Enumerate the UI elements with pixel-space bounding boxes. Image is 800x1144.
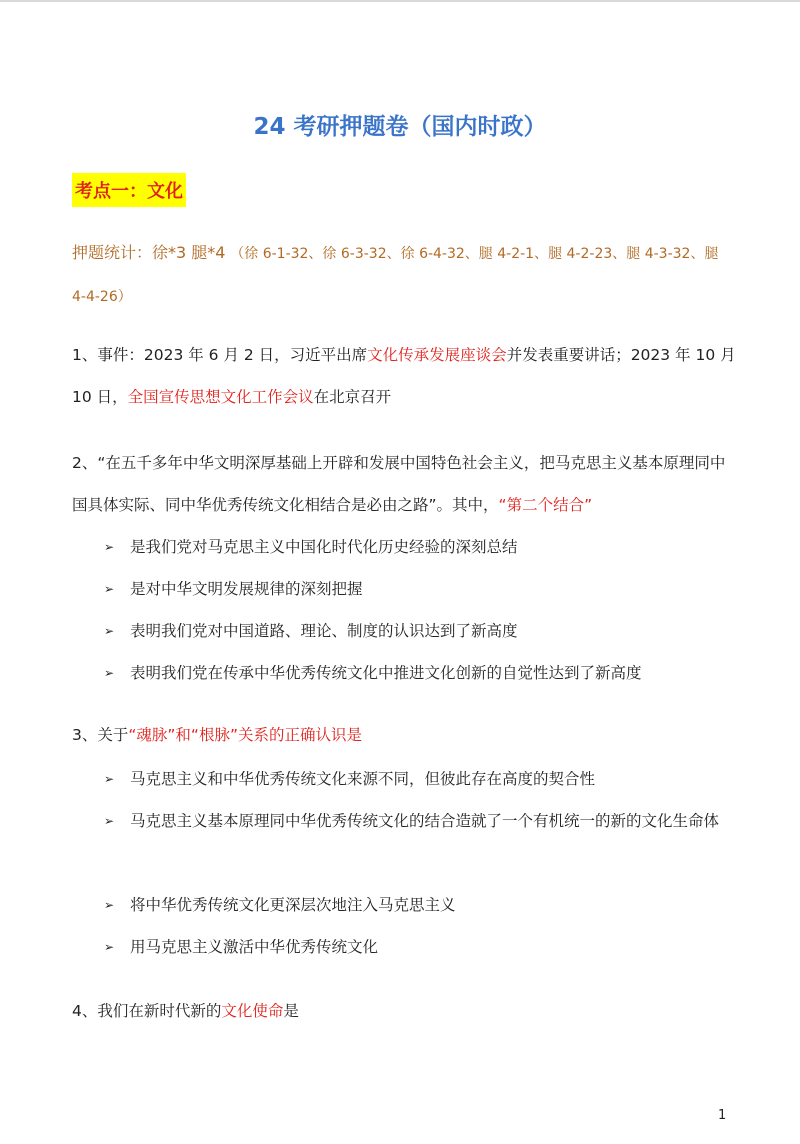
item-1 [72,334,736,418]
arrow-bullet-icon: ➢ [104,540,115,554]
list-item [104,926,736,968]
list-item [104,884,736,926]
list-item [104,610,736,652]
arrow-bullet-icon: ➢ [104,666,115,680]
list-item-text: 将中华优秀传统文化更深层次地注入马克思主义 [130,896,456,914]
item-4-prefix: 4、我们在新时代新的 [72,1002,222,1020]
item-1-suffix: 在北京召开 [313,388,392,406]
item-3-highlight: “魂脉”和“根脉”关系的正确认识是 [128,726,362,744]
item-1-event-1: 文化传承发展座谈会 [367,346,507,364]
stats-detail: （徐 6-1-32、徐 6-3-32、徐 6-4-32、腿 4-2-1、腿 4-2-23、腿 4-3-32、腿 4-4-26） [72,246,719,305]
document-title: 24 考研押题卷（国内时政） [253,114,547,140]
list-item-text: 表明我们党对中国道路、理论、制度的认识达到了新高度 [130,622,518,640]
arrow-bullet-icon: ➢ [104,772,115,786]
arrow-bullet-icon: ➢ [104,624,115,638]
list-item-text: 是我们党对马克思主义中国化时代化历史经验的深刻总结 [130,538,518,556]
stats-label: 押题统计： [72,243,153,262]
top-border-line [0,0,800,2]
item-4-suffix: 是 [283,1002,299,1020]
arrow-bullet-icon: ➢ [104,814,115,828]
page-number: 1 [718,1108,727,1123]
item-2-highlight: “第二个结合” [498,496,593,514]
item-1-prefix: 1、事件：2023 年 6 月 2 日，习近平出席 [72,346,368,364]
list-item-text: 是对中华文明发展规律的深刻把握 [130,580,363,598]
list-item [104,652,736,694]
list-item-text: 马克思主义和中华优秀传统文化来源不同，但彼此存在高度的契合性 [130,770,596,788]
list-item-text: 表明我们党在传承中华优秀传统文化中推进文化创新的自觉性达到了新高度 [130,664,642,682]
item-4-highlight: 文化使命 [221,1002,284,1020]
list-item-text: 用马克思主义激活中华优秀传统文化 [130,938,379,956]
arrow-bullet-icon: ➢ [104,940,115,954]
list-item-text: 马克思主义基本原理同中华优秀传统文化的结合造就了一个有机统一的新的文化生命体 [130,812,720,830]
item-2-text: 2、“在五千多年中华文明深厚基础上开辟和发展中国特色社会主义，把马克思主义基本原理同中国具体实际、同中华优秀传统文化相结合是必由之路”。其中， [72,454,726,514]
item-2 [72,442,736,526]
item-1-mid: 并发表重要讲话；2023 年 10 月 10 日， [72,346,736,406]
prediction-stats [72,232,734,318]
item-4 [72,990,736,1032]
item-1-event-2: 全国宣传思想文化工作会议 [127,388,314,406]
arrow-bullet-icon: ➢ [104,898,115,912]
item-3-prefix: 3、关于 [72,726,129,744]
list-item [104,758,736,800]
arrow-bullet-icon: ➢ [104,582,115,596]
item-3 [72,714,736,756]
list-item [104,800,736,842]
list-item [104,568,736,610]
section-heading: 考点一：文化 [72,173,186,207]
stats-counts: 徐*3 腿*4 [152,243,226,262]
list-item [104,526,736,568]
